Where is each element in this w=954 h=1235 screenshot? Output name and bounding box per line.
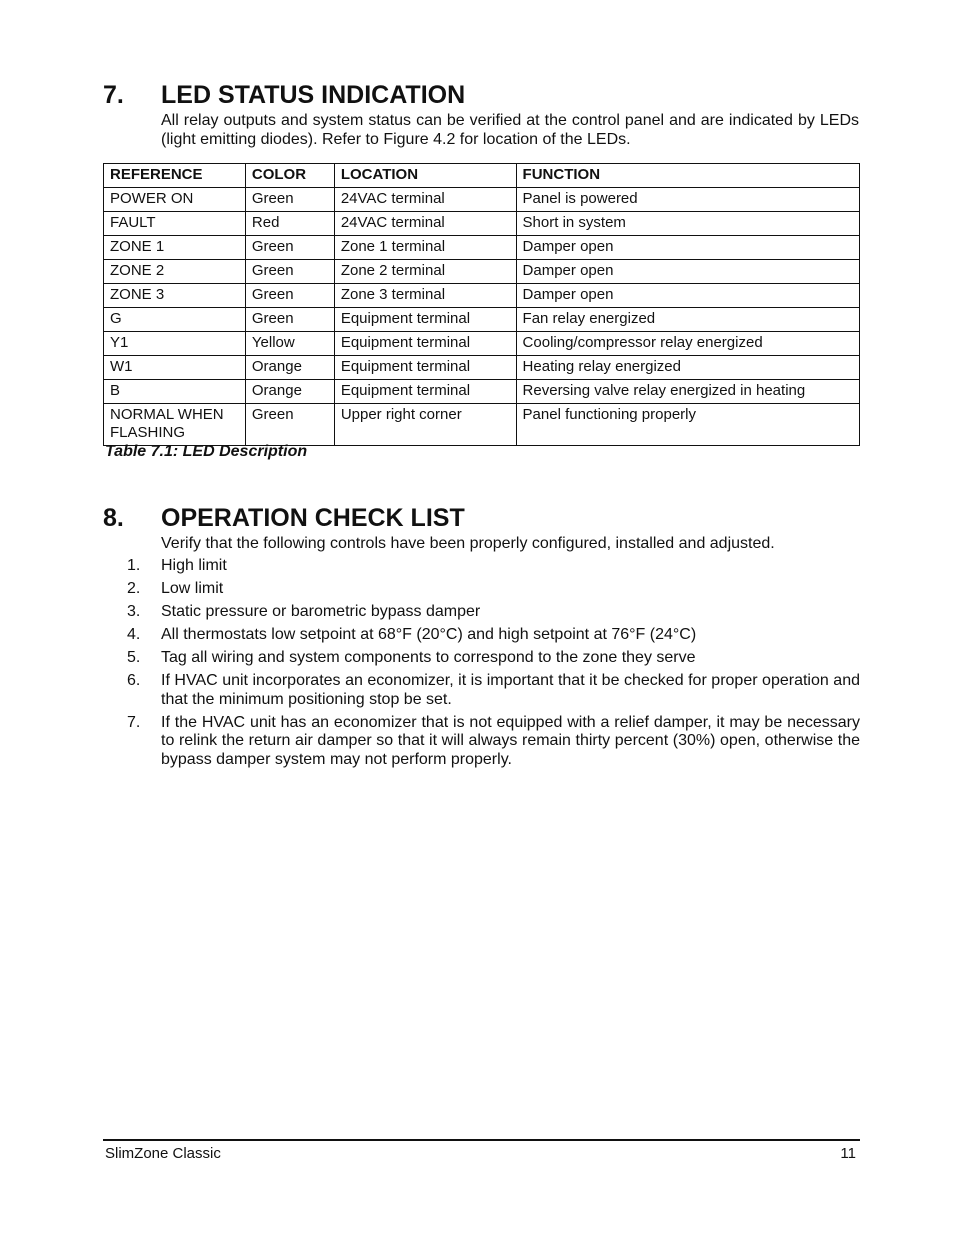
function-cell: Fan relay energized — [516, 308, 859, 332]
list-item — [103, 557, 860, 576]
location-cell: 24VAC terminal — [334, 212, 516, 236]
location-cell: Upper right corner — [334, 404, 516, 446]
list-item — [103, 580, 860, 599]
table-row — [104, 332, 860, 356]
section-7-intro: All relay outputs and system status can be verified at the control panel and are indicated by LEDs (light emitting diodes). Refer to Figure 4.2 for location of the LEDs. — [161, 112, 859, 148]
color-cell: Green — [245, 236, 334, 260]
table-header-row — [104, 164, 860, 188]
list-text: Low limit — [161, 580, 224, 597]
list-number: 3. — [127, 603, 141, 620]
table-row — [104, 284, 860, 308]
list-number: 1. — [127, 557, 141, 574]
list-number: 2. — [127, 580, 141, 597]
reference-cell: ZONE 3 — [104, 284, 246, 308]
reference-cell: POWER ON — [104, 188, 246, 212]
table-row — [104, 356, 860, 380]
function-cell: Damper open — [516, 236, 859, 260]
table-row — [104, 212, 860, 236]
list-text: All thermostats low setpoint at 68°F (20°C) and high setpoint at 76°F (24°C) — [161, 626, 697, 643]
footer-divider — [103, 1139, 860, 1141]
table-row — [104, 236, 860, 260]
footer-product-name: SlimZone Classic — [105, 1145, 221, 1162]
color-cell: Green — [245, 308, 334, 332]
led-description-table — [103, 163, 860, 446]
list-number: 7. — [127, 713, 141, 731]
reference-cell: W1 — [104, 356, 246, 380]
color-cell: Green — [245, 260, 334, 284]
location-cell: 24VAC terminal — [334, 188, 516, 212]
location-cell: Zone 2 terminal — [334, 260, 516, 284]
list-text: If the HVAC unit has an economizer that is not equipped with a relief damper, it may be necessary to relink the return air damper so that it will always remain thirty percent (30%) open, otherwise the bypass damper system may not perform properly. — [161, 713, 860, 768]
location-cell: Zone 3 terminal — [334, 284, 516, 308]
table-row — [104, 380, 860, 404]
list-number: 4. — [127, 626, 141, 643]
page-number: 11 — [840, 1145, 856, 1162]
section-title: LED STATUS INDICATION — [161, 81, 466, 109]
function-cell: Damper open — [516, 260, 859, 284]
color-cell: Yellow — [245, 332, 334, 356]
list-text: High limit — [161, 557, 227, 574]
list-number: 5. — [127, 649, 141, 666]
reference-cell: NORMAL WHEN FLASHING — [104, 404, 246, 446]
reference-cell: ZONE 1 — [104, 236, 246, 260]
reference-cell: FAULT — [104, 212, 246, 236]
list-item — [103, 649, 860, 668]
location-cell: Equipment terminal — [334, 356, 516, 380]
section-number: 8. — [103, 504, 124, 532]
color-cell: Orange — [245, 380, 334, 404]
function-cell: Cooling/compressor relay energized — [516, 332, 859, 356]
list-text: Static pressure or barometric bypass damper — [161, 603, 481, 620]
column-header: COLOR — [245, 164, 334, 188]
location-cell: Equipment terminal — [334, 332, 516, 356]
table-row — [104, 308, 860, 332]
reference-cell: ZONE 2 — [104, 260, 246, 284]
table-caption: Table 7.1: LED Description — [105, 443, 308, 460]
function-cell: Damper open — [516, 284, 859, 308]
section-title: OPERATION CHECK LIST — [161, 504, 465, 532]
section-number: 7. — [103, 81, 124, 109]
location-cell: Equipment terminal — [334, 308, 516, 332]
operation-check-list — [103, 557, 860, 774]
column-header: LOCATION — [334, 164, 516, 188]
reference-cell: G — [104, 308, 246, 332]
location-cell: Zone 1 terminal — [334, 236, 516, 260]
color-cell: Green — [245, 188, 334, 212]
function-cell: Panel is powered — [516, 188, 859, 212]
location-cell: Equipment terminal — [334, 380, 516, 404]
function-cell: Heating relay energized — [516, 356, 859, 380]
list-item — [103, 714, 860, 770]
list-item — [103, 603, 860, 622]
color-cell: Orange — [245, 356, 334, 380]
column-header: FUNCTION — [516, 164, 859, 188]
list-item — [103, 626, 860, 645]
color-cell: Red — [245, 212, 334, 236]
function-cell: Short in system — [516, 212, 859, 236]
list-text: If HVAC unit incorporates an economizer, it is important that it be checked for proper operation and that the minimum positioning stop be set. — [161, 672, 860, 708]
list-item — [103, 672, 860, 709]
reference-cell: Y1 — [104, 332, 246, 356]
table-row — [104, 404, 860, 446]
table-row — [104, 260, 860, 284]
function-cell: Panel functioning properly — [516, 404, 859, 446]
color-cell: Green — [245, 284, 334, 308]
table-row — [104, 188, 860, 212]
list-number: 6. — [127, 672, 141, 689]
color-cell: Green — [245, 404, 334, 446]
function-cell: Reversing valve relay energized in heating — [516, 380, 859, 404]
reference-cell: B — [104, 380, 246, 404]
list-text: Tag all wiring and system components to correspond to the zone they serve — [161, 649, 696, 666]
section-8-intro: Verify that the following controls have been properly configured, installed and adjusted. — [161, 535, 775, 552]
column-header: REFERENCE — [104, 164, 246, 188]
